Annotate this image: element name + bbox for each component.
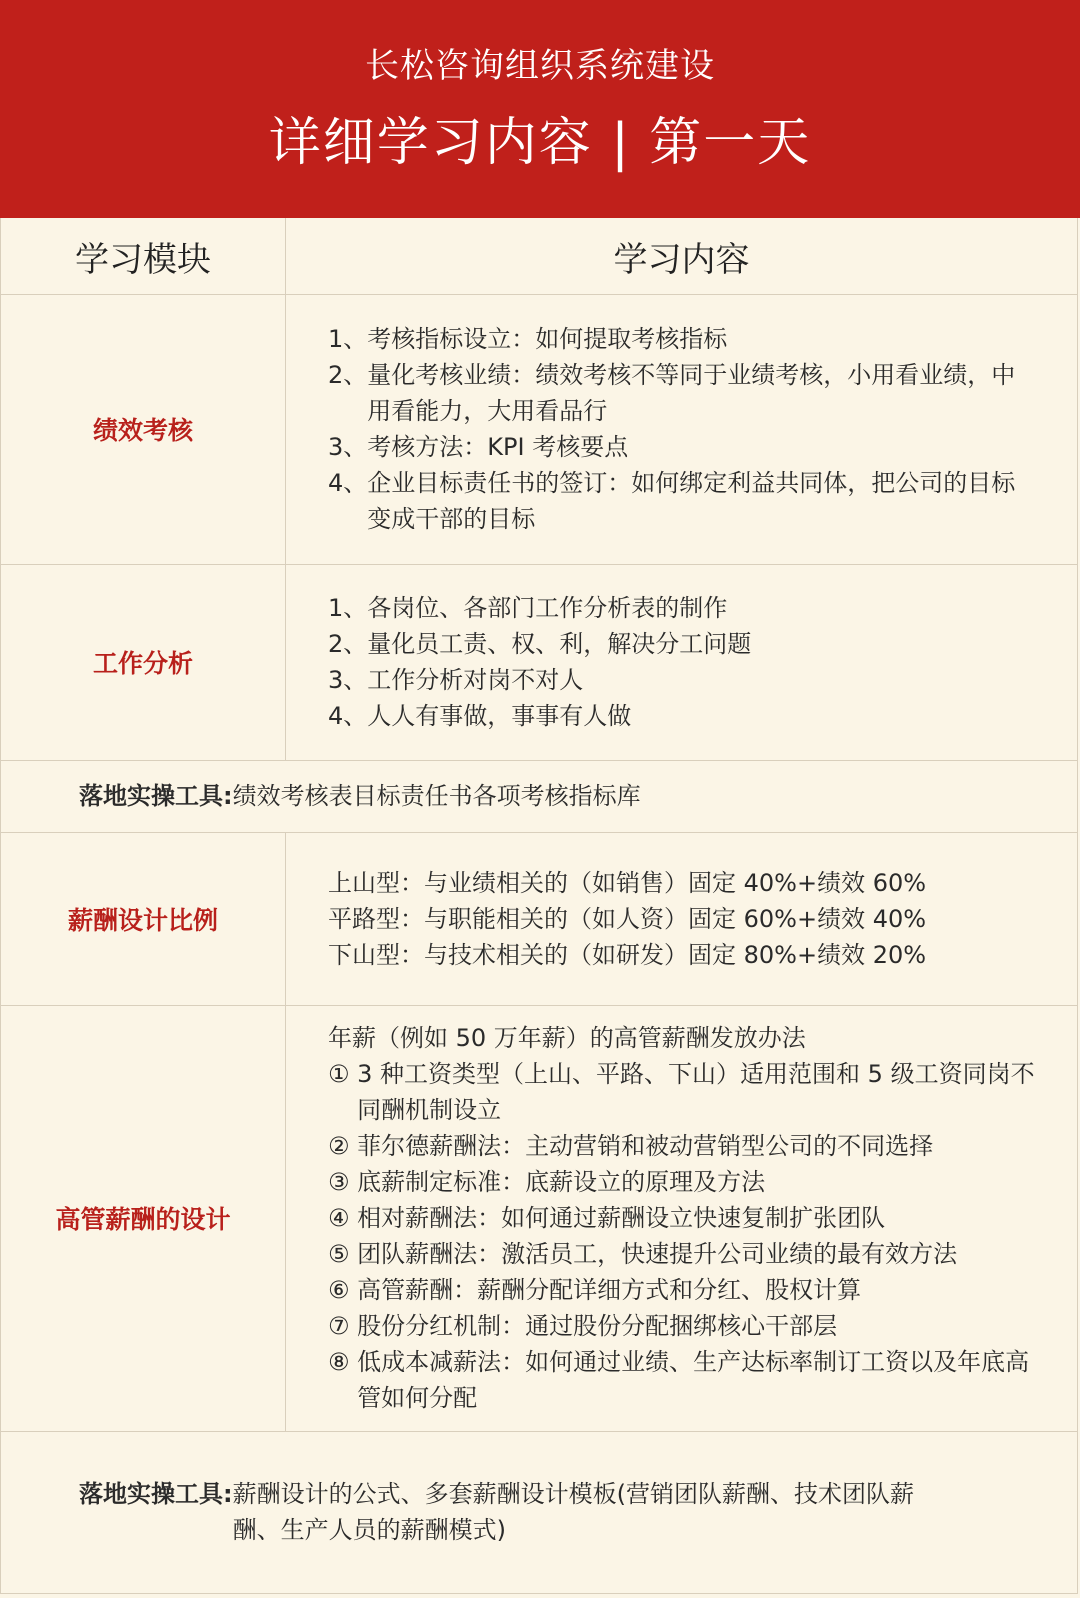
module-content: [286, 294, 1077, 564]
item-text: 量化考核业绩：绩效考核不等同于业绩考核，小用看业绩，中用看能力，大用看品行: [367, 361, 1016, 425]
list-item: [328, 1200, 1037, 1236]
module-label: 高管薪酬的设计: [1, 1005, 286, 1431]
page-title: 详细学习内容 | 第一天: [268, 113, 812, 173]
item-number: 1、: [328, 594, 368, 622]
module-label: 薪酬设计比例: [1, 832, 286, 1005]
list-item: [328, 590, 1037, 626]
table-row-exec-salary: [1, 1005, 1077, 1432]
tools-text: 绩效考核表目标责任书各项考核指标库: [232, 782, 641, 810]
item-number: 2、: [328, 361, 368, 389]
item-text: 相对薪酬法：如何通过薪酬设立快速复制扩张团队: [357, 1204, 886, 1232]
item-text: 团队薪酬法：激活员工，快速提升公司业绩的最有效方法: [357, 1240, 958, 1268]
list-item: [328, 357, 1037, 429]
item-number: ⑥: [328, 1276, 358, 1304]
tools-row-salary: [1, 1431, 1077, 1593]
item-text: 考核指标设立：如何提取考核指标: [367, 325, 728, 353]
page-header: [0, 0, 1080, 218]
list-item: [328, 662, 1037, 698]
tools-label: 落地实操工具:: [79, 782, 233, 810]
list-item: [328, 1344, 1037, 1416]
list-item: [328, 465, 1037, 537]
table-row-job-analysis: [1, 564, 1077, 761]
module-label: 工作分析: [1, 564, 286, 760]
list-item: [328, 626, 1037, 662]
column-header-module: 学习模块: [1, 218, 286, 294]
item-number: ⑤: [328, 1240, 358, 1268]
list-intro: 年薪（例如 50 万年薪）的高管薪酬发放办法: [328, 1024, 806, 1052]
module-label: 绩效考核: [1, 294, 286, 564]
tools-row-performance: [1, 760, 1077, 833]
item-text: 低成本减薪法：如何通过业绩、生产达标率制订工资以及年底高管如何分配: [357, 1348, 1030, 1412]
item-number: 1、: [328, 325, 368, 353]
item-number: ⑦: [328, 1312, 358, 1340]
list-item: [328, 429, 1037, 465]
table-header-row: [1, 218, 1077, 295]
page-subtitle: 长松咨询组织系统建设: [365, 46, 715, 86]
list-item: [328, 1164, 1037, 1200]
list-item: [328, 1236, 1037, 1272]
list-item: [328, 1056, 1037, 1128]
item-text: 工作分析对岗不对人: [367, 666, 584, 694]
item-number: ④: [328, 1204, 358, 1232]
item-text: 各岗位、各部门工作分析表的制作: [367, 594, 728, 622]
curriculum-table: [0, 218, 1078, 1594]
tools-text: 薪酬设计的公式、多套薪酬设计模板(营销团队薪酬、技术团队薪酬、生产人员的薪酬模式): [232, 1480, 914, 1544]
list-item: 平路型：与职能相关的（如人资）固定 60%+绩效 40%: [328, 904, 927, 933]
list-item: [328, 1272, 1037, 1308]
item-text: 量化员工责、权、利，解决分工问题: [367, 630, 752, 658]
item-number: 4、: [328, 469, 368, 497]
item-text: 底薪制定标准：底薪设立的原理及方法: [357, 1168, 766, 1196]
item-number: ③: [328, 1168, 358, 1196]
item-text: 高管薪酬：薪酬分配详细方式和分红、股权计算: [357, 1276, 862, 1304]
item-number: 3、: [328, 666, 368, 694]
module-content: [286, 832, 1077, 1005]
item-number: 4、: [328, 702, 368, 730]
item-number: ②: [328, 1132, 358, 1160]
list-item: [328, 1128, 1037, 1164]
item-number: 3、: [328, 433, 368, 461]
item-number: ⑧: [328, 1348, 358, 1376]
column-header-content: 学习内容: [613, 239, 750, 280]
list-item: 下山型：与技术相关的（如研发）固定 80%+绩效 20%: [328, 940, 927, 969]
item-number: ①: [328, 1060, 358, 1088]
item-text: 菲尔德薪酬法：主动营销和被动营销型公司的不同选择: [357, 1132, 934, 1160]
list-item: [328, 1308, 1037, 1344]
list-item: [328, 321, 1037, 357]
item-text: 考核方法：KPI 考核要点: [367, 433, 629, 461]
module-content: [286, 564, 1077, 760]
item-text: 3 种工资类型（上山、平路、下山）适用范围和 5 级工资同岗不同酬机制设立: [357, 1060, 1035, 1124]
list-item: [328, 698, 1037, 734]
item-text: 人人有事做，事事有人做: [367, 702, 632, 730]
table-row-salary-ratio: [1, 832, 1077, 1006]
tools-label: 落地实操工具:: [79, 1480, 233, 1508]
module-content: [286, 1005, 1077, 1431]
item-text: 股份分红机制：通过股份分配捆绑核心干部层: [357, 1312, 838, 1340]
item-text: 企业目标责任书的签订：如何绑定利益共同体，把公司的目标变成干部的目标: [367, 469, 1016, 533]
item-number: 2、: [328, 630, 368, 658]
list-item: 上山型：与业绩相关的（如销售）固定 40%+绩效 60%: [328, 868, 927, 897]
table-row-performance: [1, 294, 1077, 565]
